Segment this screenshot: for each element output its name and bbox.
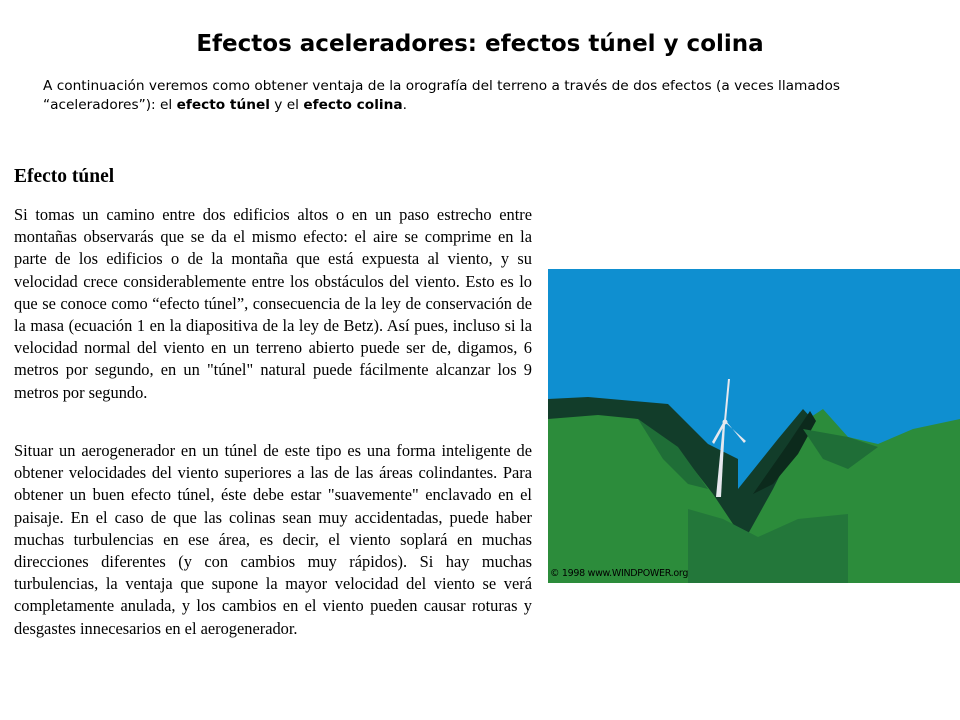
intro-text-1: A continuación veremos como obtener ventaja de la orografía del terreno a través de dos efectos (a veces llamados “aceleradores”): el — [43, 78, 840, 113]
section-heading: Efecto túnel — [14, 166, 115, 187]
intro-text-2: y el — [269, 97, 304, 113]
intro-paragraph — [43, 77, 933, 115]
landscape-image — [548, 269, 960, 583]
intro-bold-tunnel: efecto túnel — [176, 97, 270, 113]
intro-text-3: . — [402, 97, 407, 113]
page-title: Efectos aceleradores: efectos túnel y colina — [196, 31, 764, 57]
tunnel-effect-illustration — [548, 269, 960, 583]
paragraph-1: Si tomas un camino entre dos edificios altos o en un paso estrecho entre montañas observarás que se da el mismo efecto: el aire se comprime en la parte de los edificios o de la montaña que está expuesta al viento, y su velocidad crece considerablemente entre los obstáculos del viento. Esto es lo que se conoce como “efecto túnel”, consecuencia de la ley de conservación de la masa (ecuación 1 en la diapositiva de la ley de Betz). Así pues, incluso si la velocidad normal del viento en un terreno abierto puede ser de, digamos, 6 metros por segundo, en un "túnel" natural puede fácilmente alcanzar los 9 metros por segundo. — [14, 205, 532, 402]
turbine-hub — [723, 420, 728, 425]
intro-bold-hill: efecto colina — [303, 97, 403, 113]
paragraph-2: Situar un aerogenerador en un túnel de este tipo es una forma inteligente de obtener velocidades del viento superiores a las de las áreas colindantes. Para obtener un buen efecto túnel, éste debe estar "suavemente" enclavado en el paisaje. En el caso de que las colinas sean muy accidentadas, puede haber muchas turbulencias en ese área, es decir, el viento soplará en muchas direcciones diferentes (y con cambios muy rápidos). Si hay muchas turbulencias, la ventaja que supone la mayor velocidad del viento se verá completamente anulada, y los cambios en el viento pueden causar roturas y desgastes innecesarios en el aerogenerador. — [14, 441, 532, 638]
image-credit: © 1998 www.WINDPOWER.org — [550, 568, 689, 579]
